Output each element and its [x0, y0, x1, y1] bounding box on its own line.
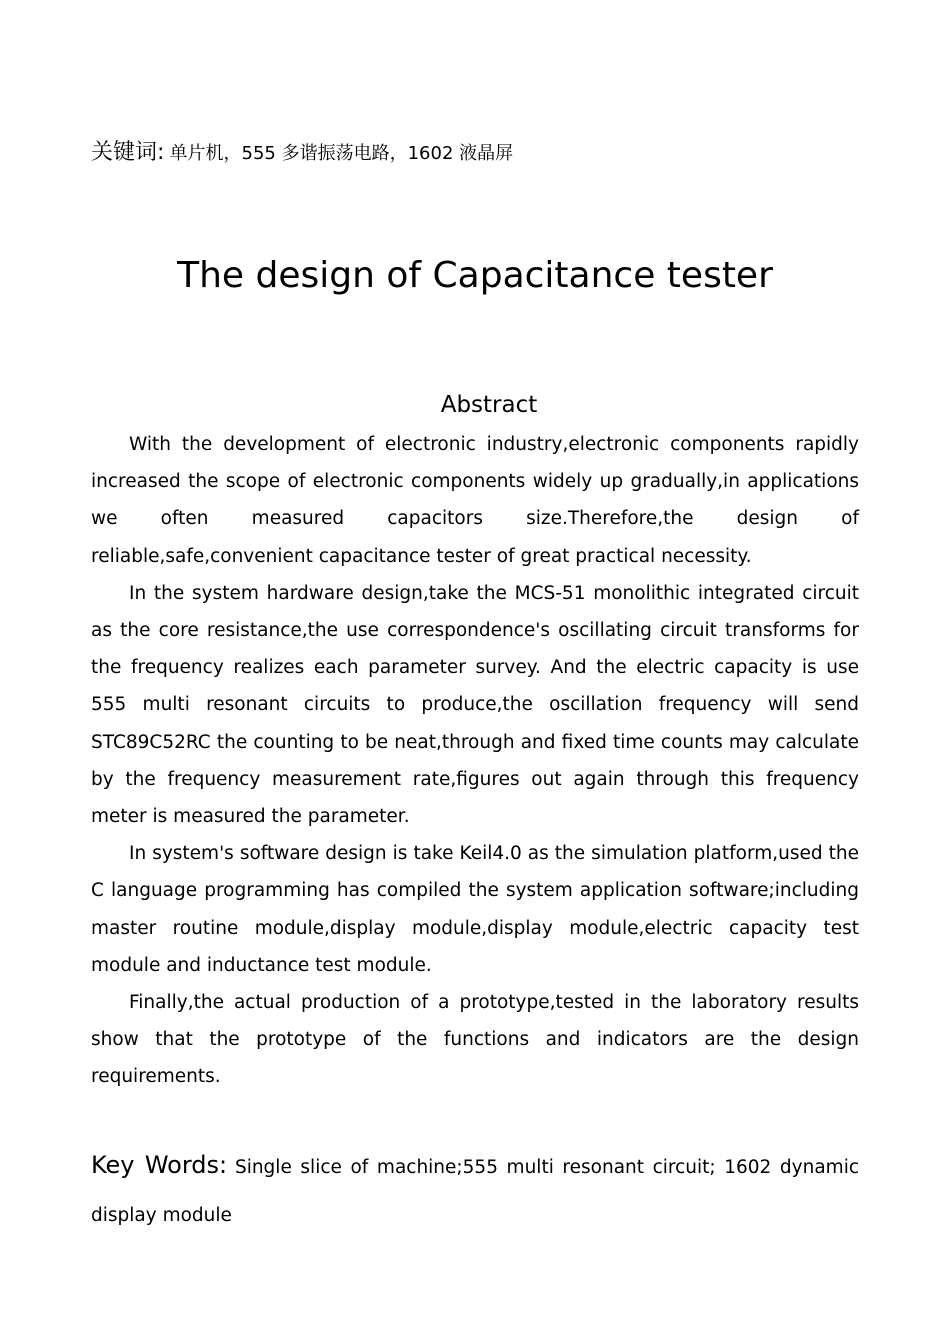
abstract-paragraph: Finally,the actual production of a prototype,tested in the laboratory results show that the prototype of the functions and indicators are the design requirements.: [91, 992, 859, 1088]
abstract-heading: Abstract: [440, 392, 538, 418]
english-keywords-label: Key Words:: [91, 1151, 228, 1179]
abstract-body: [91, 426, 859, 1096]
abstract-paragraph: With the development of electronic industry,electronic components rapidly increased the scope of electronic components widely up gradually,in applications we often measured capacitors size.Therefore,the design of reliable,safe,convenient capacitance tester of great practical necessity.: [91, 434, 859, 567]
chinese-keywords-value: 单片机，555 多谐振荡电路，1602 液晶屏: [169, 143, 514, 164]
english-keywords-value: Single slice of machine;555 multi resonant circuit; 1602 dynamic display module: [91, 1157, 860, 1226]
chinese-keywords-label: 关键词:: [91, 140, 165, 165]
english-keywords: [91, 1141, 859, 1240]
abstract-paragraph: In system's software design is take Keil4.0 as the simulation platform,used the C language programming has compiled the system application software;including master routine module,display module,display module,electric capacity test module and inductance test module.: [91, 843, 859, 976]
abstract-paragraph: In the system hardware design,take the MCS-51 monolithic integrated circuit as the core resistance,the use correspondence's oscillating circuit transforms for the frequency realizes each parameter survey. And the electric capacity is use 555 multi resonant circuits to produce,the oscillation frequency will send STC89C52RC the counting to be neat,through and fixed time counts may calculate by the frequency measurement rate,figures out again through this frequency meter is measured the parameter.: [91, 582, 859, 828]
chinese-keywords: [91, 135, 513, 166]
document-title: The design of Capacitance tester: [177, 255, 773, 296]
